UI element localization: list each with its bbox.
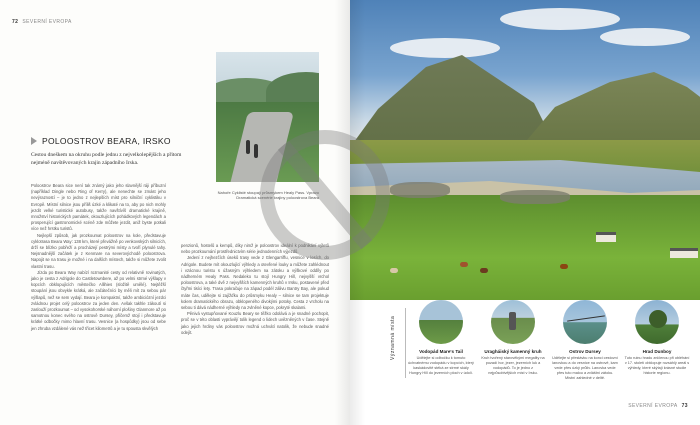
place-thumbnail [563, 300, 607, 344]
paragraph: Pěnivá vystupňované Kouzlu Beary se těžko odolává a je snadné pochopit, proč se v této oblasti vyprávějí tolik legend o lidech uvězněných v čase. Stejně jako jejich hrdiny vás poloostrov možná uchvátí natolik, že nebude snadné odejít. [181, 311, 329, 335]
paragraph: Jízda po Beara Way nabízí rozmanité cesty od relativně rovinatých, jako je cesta z Adrigole do Castletownbere, až po velmi strmé výšlapy v kopcích obklopujících městečko Allihies (složitě umělé). Nejtěžší stoupání jsou obvykle krátká, ale začátečníci by měli mít za sebou pár výšlapů, než se sem vydají. Beara je kompaktní, takže ambiciózní jezdci zvládnou projet celý poloostrov za jeden den. Avšak takhle zákoutí si zaslouží prozkoumat – od vysokohorské náhorní plošiny Glanmore až po samotnou konec svého na ostrově Dursey, přičemž stojí i představuje krátké odbočky mimo hlavní trasu. Vesnice (a hospůdky) jsou od sebe jen zhruba vzdálené vás než třicet kilometrů a je tu spousta skvělých [31, 269, 167, 331]
photo-caption: Nahoře Cyklisté stoupají průsmykem Healy Pass. Vpravo Dramatická scenérie krajiny poloostrova Beara [217, 190, 319, 201]
place-card [552, 300, 618, 381]
section-title [31, 136, 171, 146]
place-name: Vodopád Mare's Tail [419, 349, 463, 354]
place-thumbnail [635, 300, 679, 344]
place-card [480, 300, 546, 376]
paragraph: Jedení z nejhezčích úseků trasy vede z Glengarriffu, vesnice v lesích, do Adrigole. Budete mít okouzlující výhledy a otevřené louky a můžete zahlédnout i vzácnou turistu s úžasným výhledem na zátoku a výškové oddíly po nádherném Healy Pass. Nedaleko tu stojí Hungry Hill, nejvyšší vrchol poloostrova, a také dvě z nejvyšších kamenných kruhů v Irsku, postavené před čtyřmi tisíci lety. Trasa pokračuje na západ podél zálivu Bantry Bay, ale pokud máte čas, udělejte si zajížďku do průsmyku Healy – silnice se tam projektuje kolem dramatického obrazu, obklopeného divokými potoky. Cesta z vrcholu na sebou ti dává nádherné výhledy na zvlněné kopce, pokryté skalami. [181, 255, 329, 311]
place-description: Kruh tvořený starověkými megality na pozadí hor, jezer, jezerních luk a vodopádů. To je jedno z nejpůsobivějších míst v Irsku. [481, 356, 545, 375]
place-name: Ostrov Dursey [569, 349, 601, 354]
body-column-2 [181, 243, 329, 336]
cyclists-photo [216, 52, 319, 182]
right-page [350, 0, 700, 425]
lead-paragraph: Cestou dneškem na okruhu podle jednu z nejvelkolepějších a přitom nejméně navštěvovaných krajin západního Irska. [31, 152, 182, 166]
place-thumbnail [491, 300, 535, 344]
running-head: SEVERNÍ EVROPA [22, 19, 72, 25]
place-card [408, 300, 474, 376]
paragraph: Poloostrov Beara sice není tak známý jako jeho slavnější ráji příbuzní (například Dingle nebo Ring of Kerry), ale nenechte se zmást jeho nevýrazností – je to jedno z nejlepších míst pro silniční cyklistiku v Evropě. Místní silnice jsou příliš úzké a klikaté na to, aby po nich mohly jezdit velké turistické autobusy, takže navštívíš dramatické krajině, množství historických památek, okouzlujících pohádkových legendách a prosperující gastronomické scéně zde můžete jezdit, aniž byste potkali více než hrstku turistů. [31, 183, 166, 232]
paragraph: penzionů, hostelů a kempů, díky nimž je poloostrov ideální k podnikání výletů nebo prozkoumání prostřednictvím série jednodenních výjezdů. [181, 243, 329, 255]
places-list [408, 300, 700, 410]
place-description: Udělejte si odbočku k tomuto úchvatnému vodopádu v kopcích, který kaskádovitě stéká ze strmé skály Hungry Hill do jezerních ploch v údolí. [408, 356, 474, 375]
page-number: 73 [681, 403, 688, 409]
place-name: Hrad Dunboy [642, 349, 672, 354]
highlights-label: Významná místa [390, 315, 396, 360]
place-thumbnail [419, 300, 463, 344]
place-description: Tuto ruinu hradu zničenou při obléhání v 17. století obklopuje rozsáhlý areál s výhledy, které skýtají krásné studie historie regionu. [624, 356, 690, 375]
running-foot: SEVERNÍ EVROPA [628, 403, 678, 409]
body-column-1 [31, 183, 166, 332]
landscape-photo [350, 0, 700, 300]
place-description: Udělejte si přestávku na konci cestovní lanovkou a do vesnice na ostrově, kam vede přes úzký průliv. Lanovka vede přes tuto malou a zvláštní zátoku. Místní zahledné v deltě. [552, 356, 618, 380]
place-card [624, 300, 690, 376]
page-number: 72 [12, 19, 19, 25]
page-footer [628, 403, 688, 409]
triangle-icon [31, 137, 37, 145]
page-header [12, 19, 72, 25]
title-text: POLOOSTROV BEARA, IRSKO [42, 136, 171, 146]
place-name: Uragháiský kamenný kruh [484, 349, 542, 354]
divider [405, 308, 406, 378]
paragraph: Nejlepší způsob, jak prozkoumat poloostrov na kole, představuje cyklotrasa Beara Way: 138 km, které převážně po venkovských silnicích, drží se blízko pobřeží a procházejí pestrými místy a tvoří plynulé tahy. Nejsnadnější začátek je z Kenmare na severovýchodě poloostrova. Napojit se na trasu je možné i na dalších místech, takže si můžete zvolit vlastní trasu. [31, 232, 166, 269]
